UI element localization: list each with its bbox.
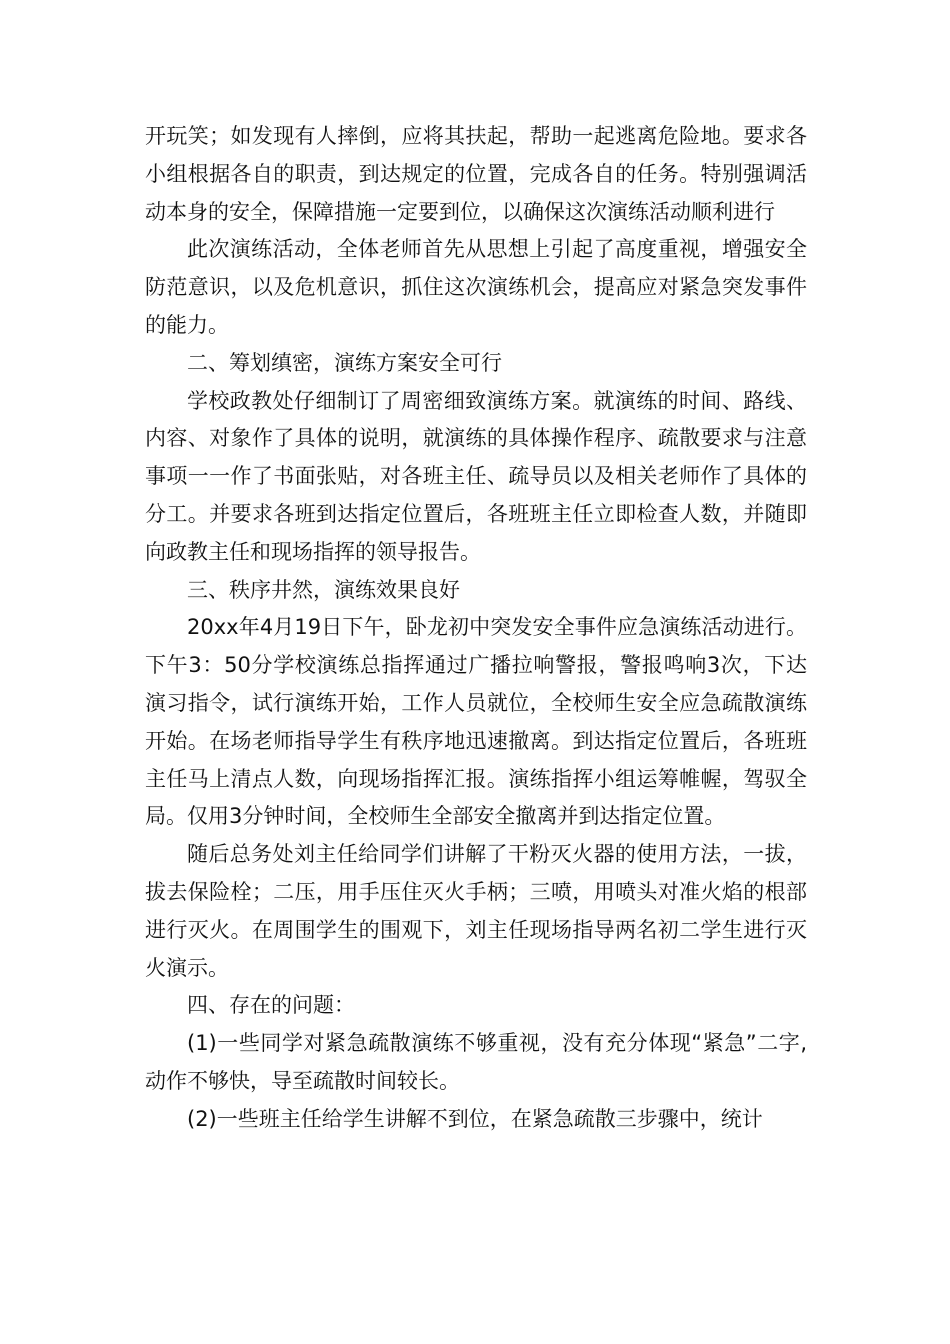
section-heading-3: 三、秩序井然，演练效果良好 bbox=[187, 577, 460, 602]
paragraph-drill: 20xx年4月19日下午，卧龙初中突发安全事件应急演练活动进行。下午3：50分学校演练总指挥通过广播拉响警报，警报鸣响3次，下达演习指令，试行演练开始，工作人员就位，全校师生安全应急疏散演练开始。在场老师指导学生有秩序地迅速撤离。到达指定位置后，各班班主任马上清点人数，向现场指挥汇报。演练指挥小组运筹帷幄，驾驭全局。仅用3分钟时间，全校师生全部安全撤离并到达指定位置。 bbox=[145, 615, 807, 829]
paragraph-awareness: 此次演练活动，全体老师首先从思想上引起了高度重视，增强安全防范意识，以及危机意识，抓住这次演练机会，提高应对紧急突发事件的能力。 bbox=[145, 237, 807, 337]
issue-item-2: (2)一些班主任给学生讲解不到位，在紧急疏散三步骤中，统计 bbox=[187, 1106, 763, 1131]
paragraph-plan: 学校政教处仔细制订了周密细致演练方案。就演练的时间、路线、内容、对象作了具体的说明，就演练的具体操作程序、疏散要求与注意事项一一作了书面张贴，对各班主任、疏导员以及相关老师作了具体的分工。并要求各班到达指定位置后，各班班主任立即检查人数，并随即向政教主任和现场指挥的领导报告。 bbox=[145, 388, 807, 564]
paragraph-extinguisher: 随后总务处刘主任给同学们讲解了干粉灭火器的使用方法，一拔，拔去保险栓；二压，用手压住灭火手柄；三喷，用喷头对准火焰的根部进行灭火。在周围学生的围观下，刘主任现场指导两名初二学生进行灭火演示。 bbox=[145, 842, 807, 980]
paragraph-continuation: 开玩笑；如发现有人摔倒，应将其扶起，帮助一起逃离危险地。要求各小组根据各自的职责，到达规定的位置，完成各自的任务。特别强调活动本身的安全，保障措施一定要到位，以确保这次演练活动顺利进行 bbox=[145, 124, 807, 224]
section-heading-4: 四、存在的问题： bbox=[187, 993, 355, 1018]
section-heading-2: 二、筹划缜密，演练方案安全可行 bbox=[187, 350, 502, 375]
issue-item-1: (1)一些同学对紧急疏散演练不够重视，没有充分体现“紧急”二字,动作不够快，导至疏散时间较长。 bbox=[145, 1031, 807, 1093]
document-body bbox=[145, 118, 807, 1139]
